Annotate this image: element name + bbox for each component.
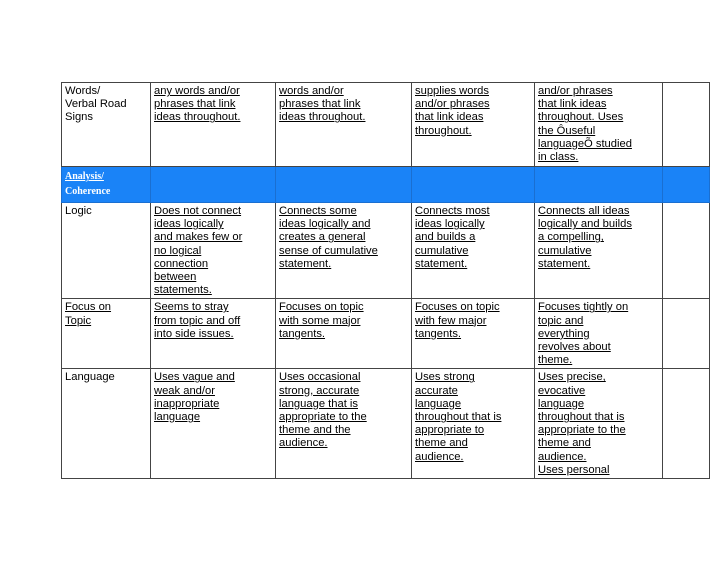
- cell-line: Focuses on topic: [415, 301, 500, 314]
- cell-line: statement.: [279, 257, 332, 270]
- rubric-cell: [151, 299, 276, 369]
- rubric-cell: [276, 83, 412, 167]
- cell-line: strong, accurate: [279, 384, 360, 397]
- row-label-line: Language: [65, 371, 115, 384]
- cell-line: audience.: [279, 437, 328, 450]
- cell-line: between: [154, 271, 197, 284]
- row-label-line: Signs: [65, 111, 93, 124]
- rubric-cell: [412, 299, 535, 369]
- cell-line: throughout that is: [415, 411, 502, 424]
- row-label-words: [62, 83, 151, 167]
- cell-line: topic and: [538, 314, 584, 327]
- row-label-line: Focus on: [65, 301, 112, 314]
- cell-line: with some major: [279, 314, 361, 327]
- cell-line: statement.: [538, 257, 591, 270]
- cell-line: and makes few or: [154, 231, 243, 244]
- cell-line: creates a general: [279, 231, 366, 244]
- rubric-row-analysis-band: [62, 167, 710, 203]
- cell-line: theme and the: [279, 424, 351, 437]
- rubric-row-logic: [62, 203, 710, 299]
- band-cell: [412, 167, 535, 203]
- cell-line: language: [154, 411, 201, 424]
- rubric-cell: [276, 203, 412, 299]
- cell-line: that link ideas: [538, 98, 607, 111]
- rubric-cell: [276, 299, 412, 369]
- cell-line: Uses precise,: [538, 371, 606, 384]
- cell-line: language that is: [279, 397, 358, 410]
- cell-line: audience.: [538, 450, 587, 463]
- rubric-row-focus: [62, 299, 710, 369]
- cell-line: statement.: [415, 257, 468, 270]
- cell-line: logically and builds: [538, 218, 632, 231]
- cell-line: phrases that link: [154, 98, 236, 111]
- cell-line: accurate: [415, 384, 458, 397]
- cell-line: theme and: [415, 437, 468, 450]
- rubric-cell: [151, 83, 276, 167]
- cell-line: the Ôuseful: [538, 124, 596, 137]
- band-cell: [151, 167, 276, 203]
- rubric-cell: [151, 203, 276, 299]
- row-label-logic: [62, 203, 151, 299]
- cell-line: tangents.: [415, 327, 462, 340]
- band-label-line: Analysis/: [65, 171, 104, 182]
- cell-line: in class.: [538, 151, 579, 164]
- row-label-line: Verbal Road: [65, 98, 127, 111]
- cell-line: statements.: [154, 284, 212, 297]
- cell-line: supplies words: [415, 85, 489, 97]
- rubric-cell: [535, 299, 663, 369]
- rubric-cell: [535, 203, 663, 299]
- cell-line: with few major: [415, 314, 487, 327]
- cell-line: weak and/or: [154, 384, 215, 397]
- cell-line: appropriate to: [415, 424, 485, 437]
- cell-line: language: [538, 397, 585, 410]
- cell-line: languageÕ studied: [538, 137, 632, 150]
- cell-line: throughout. Uses: [538, 111, 624, 124]
- cell-line: Connects some: [279, 205, 357, 217]
- cell-line: phrases that link: [279, 98, 361, 111]
- cell-line: appropriate to the: [279, 411, 367, 424]
- cell-line: theme.: [538, 354, 573, 367]
- cell-line: words and/or: [279, 85, 344, 97]
- empty-cell: [663, 83, 710, 167]
- band-cell: [663, 167, 710, 203]
- cell-line: a compelling,: [538, 231, 604, 244]
- cell-line: throughout that is: [538, 411, 625, 424]
- cell-line: language: [415, 397, 462, 410]
- cell-line: throughout.: [415, 124, 472, 137]
- cell-line: that link ideas: [415, 111, 484, 124]
- row-label-line: Words/: [65, 85, 101, 97]
- cell-line: cumulative: [538, 244, 592, 257]
- cell-line: inappropriate: [154, 397, 220, 410]
- rubric-cell: [535, 83, 663, 167]
- cell-line: cumulative: [415, 244, 469, 257]
- rubric-table: [61, 82, 710, 479]
- cell-line: no logical: [154, 244, 202, 257]
- cell-line: ideas logically: [415, 218, 485, 231]
- cell-line: appropriate to the: [538, 424, 626, 437]
- band-cell: [535, 167, 663, 203]
- cell-line: evocative: [538, 384, 586, 397]
- cell-line: Does not connect: [154, 205, 242, 217]
- row-label-analysis: [62, 167, 151, 203]
- cell-line: Uses occasional: [279, 371, 361, 384]
- cell-line: everything: [538, 327, 590, 340]
- cell-line: Uses strong: [415, 371, 475, 384]
- cell-line: tangents.: [279, 327, 326, 340]
- cell-line: from topic and off: [154, 314, 241, 327]
- cell-line: and/or phrases: [415, 98, 490, 111]
- cell-line: sense of cumulative: [279, 244, 378, 257]
- cell-line: any words and/or: [154, 85, 240, 97]
- cell-line: audience.: [415, 450, 464, 463]
- cell-line: Connects most: [415, 205, 490, 217]
- rubric-cell: [276, 369, 412, 479]
- row-label-line: Logic: [65, 205, 92, 217]
- row-label-focus: [62, 299, 151, 369]
- empty-cell: [663, 369, 710, 479]
- cell-line: and/or phrases: [538, 85, 613, 97]
- cell-line: Focuses on topic: [279, 301, 364, 314]
- rubric-cell: [412, 83, 535, 167]
- row-label-language: [62, 369, 151, 479]
- cell-line: connection: [154, 257, 209, 270]
- rubric-row-language: [62, 369, 710, 479]
- cell-line: Focuses tightly on: [538, 301, 629, 314]
- band-label-line: Coherence: [65, 186, 111, 197]
- cell-line: and builds a: [415, 231, 476, 244]
- row-label-line: Topic: [65, 314, 92, 327]
- cell-line: into side issues.: [154, 327, 234, 340]
- cell-line: ideas throughout.: [279, 111, 366, 124]
- cell-line: theme and: [538, 437, 591, 450]
- cell-line: Uses vague and: [154, 371, 235, 384]
- cell-line: ideas throughout.: [154, 111, 241, 124]
- rubric-cell: [535, 369, 663, 479]
- rubric-cell: [412, 203, 535, 299]
- rubric-cell: [151, 369, 276, 479]
- cell-line: Connects all ideas: [538, 205, 630, 217]
- cell-line: ideas logically: [154, 218, 224, 231]
- cell-line: Uses personal: [538, 463, 610, 476]
- empty-cell: [663, 299, 710, 369]
- empty-cell: [663, 203, 710, 299]
- rubric-cell: [412, 369, 535, 479]
- rubric-row-words: [62, 83, 710, 167]
- band-cell: [276, 167, 412, 203]
- cell-line: ideas logically and: [279, 218, 371, 231]
- cell-line: Seems to stray: [154, 301, 229, 314]
- cell-line: revolves about: [538, 341, 611, 354]
